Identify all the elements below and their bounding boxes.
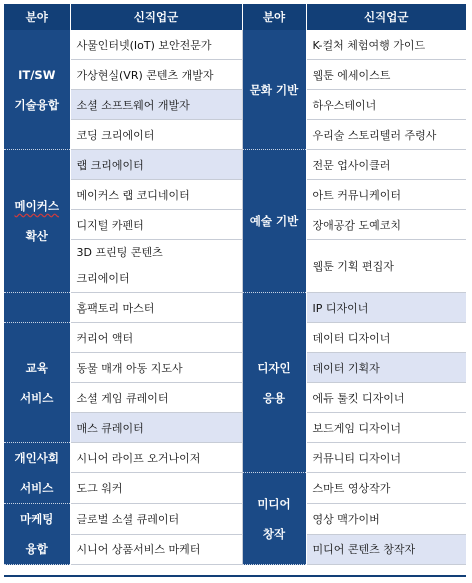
job-cell: 동물 매개 아동 지도사 xyxy=(70,353,242,383)
table-bottom-rule xyxy=(4,575,466,577)
table-row xyxy=(4,60,466,90)
category-personal xyxy=(4,443,70,504)
table-row xyxy=(4,443,466,473)
category-label: 교육 xyxy=(25,360,48,375)
job-cell: 매스 큐레이터 xyxy=(70,413,242,443)
category-label: 디자인 xyxy=(257,360,291,375)
table-row xyxy=(4,534,466,565)
category-label: 확산 xyxy=(25,229,48,243)
job-cell: 랩 크리에이터 xyxy=(70,150,242,180)
table-row xyxy=(4,150,466,180)
category-label: 개인사회 xyxy=(14,451,59,465)
job-cell: 장애공감 도예코치 xyxy=(306,210,466,240)
category-label: 미디어 xyxy=(257,496,291,511)
job-cell: 데이터 기획자 xyxy=(306,353,466,383)
new-jobs-table xyxy=(4,4,466,565)
job-cell: 시니어 상품서비스 마케터 xyxy=(70,534,242,565)
job-cell: 스마트 영상작가 xyxy=(306,473,466,504)
table-row xyxy=(4,210,466,240)
category-label: 서비스 xyxy=(20,481,54,495)
job-cell: 우리술 스토리텔러 주령사 xyxy=(306,120,466,150)
job-cell: 에듀 툴킷 디자이너 xyxy=(306,383,466,413)
job-cell: 소셜 소프트웨어 개발자 xyxy=(70,90,242,120)
category-makers xyxy=(4,150,70,293)
category-label: 마케팅 xyxy=(20,512,54,526)
category-label: 창작 xyxy=(262,526,286,541)
table-row xyxy=(4,383,466,413)
job-cell: 가상현실(VR) 콘텐츠 개발자 xyxy=(70,60,242,90)
table-row xyxy=(4,504,466,535)
job-line: 3D 프린팅 콘텐츠 xyxy=(76,246,163,259)
table-row xyxy=(4,353,466,383)
job-cell: K-컬처 체험여행 가이드 xyxy=(306,30,466,60)
category-label: 응용 xyxy=(262,390,286,405)
job-cell: 메이커스 랩 코디네이터 xyxy=(70,180,242,210)
header-field-right: 분야 xyxy=(242,4,306,30)
job-cell: 아트 커뮤니케이터 xyxy=(306,180,466,210)
job-cell: 코딩 크리에이터 xyxy=(70,120,242,150)
job-cell: 커뮤니티 디자이너 xyxy=(306,443,466,473)
category-art xyxy=(242,150,306,293)
category-label: 예술 기반 xyxy=(249,214,299,228)
category-edu xyxy=(4,323,70,443)
job-cell: 전문 업사이클러 xyxy=(306,150,466,180)
category-it-sw xyxy=(4,30,70,150)
category-label: IT/SW xyxy=(18,67,56,82)
table-row xyxy=(4,293,466,323)
category-label xyxy=(4,191,70,221)
job-cell: 도그 워커 xyxy=(70,473,242,504)
header-jobs-right: 신직업군 xyxy=(306,4,466,30)
table-row xyxy=(4,30,466,60)
table-row xyxy=(4,180,466,210)
job-cell: 데이터 디자이너 xyxy=(306,323,466,353)
table-row xyxy=(4,240,466,293)
job-cell: 보드게임 디자이너 xyxy=(306,413,466,443)
table-row xyxy=(4,413,466,443)
job-cell: 웹툰 에세이스트 xyxy=(306,60,466,90)
category-culture xyxy=(242,30,306,150)
category-marketing xyxy=(4,504,70,565)
job-line: 크리에이터 xyxy=(76,272,130,285)
category-label-text: 메이커스 xyxy=(14,199,59,213)
category-makers-cont xyxy=(4,293,70,323)
job-cell: 시니어 라이프 오거나이저 xyxy=(70,443,242,473)
header-field-left: 분야 xyxy=(4,4,70,30)
category-label: 융합 xyxy=(25,542,48,556)
table-header-row xyxy=(4,4,466,30)
table-row xyxy=(4,120,466,150)
table-row xyxy=(4,90,466,120)
header-jobs-left: 신직업군 xyxy=(70,4,242,30)
category-label: 문화 기반 xyxy=(249,82,299,97)
table-row xyxy=(4,323,466,353)
category-label: 서비스 xyxy=(20,390,54,405)
job-cell: 사물인터넷(IoT) 보안전문가 xyxy=(70,30,242,60)
job-cell: 영상 맥가이버 xyxy=(306,504,466,535)
category-media xyxy=(242,473,306,565)
job-cell: 소셜 게임 큐레이터 xyxy=(70,383,242,413)
job-cell: 미디어 콘텐츠 창작자 xyxy=(306,534,466,565)
job-cell: 웹툰 기획 편집자 xyxy=(306,240,466,293)
job-cell: 하우스테이너 xyxy=(306,90,466,120)
job-cell: 홈팩토리 마스터 xyxy=(70,293,242,323)
table-row xyxy=(4,473,466,504)
job-cell: 커리어 액터 xyxy=(70,323,242,353)
job-cell: 글로벌 소셜 큐레이터 xyxy=(70,504,242,535)
category-label: 기술융합 xyxy=(14,97,59,112)
job-cell xyxy=(70,240,242,293)
job-cell: 디지털 카펜터 xyxy=(70,210,242,240)
job-cell: IP 디자이너 xyxy=(306,293,466,323)
category-design xyxy=(242,293,306,473)
